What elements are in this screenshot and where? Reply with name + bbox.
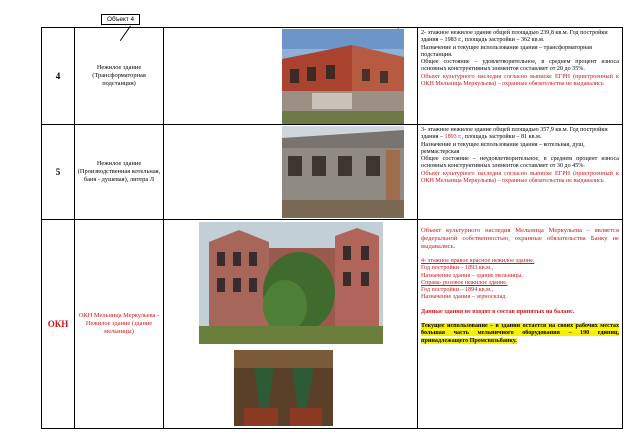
property-table [41, 27, 623, 429]
photo-cell [164, 125, 418, 220]
desc-line: Данные здания не входят в состав принятых на баланс. [421, 308, 575, 315]
desc-line: Назначение здания – зерносклад. [421, 294, 507, 301]
row-number: 5 [42, 125, 75, 220]
object-name: Нежилое здание (Производственная котельная, баня - душевая), литера Л [75, 125, 164, 220]
object-description [418, 28, 623, 125]
photo-boiler-house-1 [282, 126, 404, 218]
desc-line: Объект культурного наследия Мельница Меркульева – является федеральной собственностью, охранные обязательства Банку не выдавались. [421, 227, 619, 250]
table-row [42, 28, 623, 125]
heritage-note: Объект культурного наследия согласно выписке ЕГРН (пристроенный к ОКН Мельница Меркульева) – охранные обязательства не выдавались [421, 73, 619, 88]
desc-line: Год постройки – 1894 кв.м., [421, 287, 494, 294]
photo-mill-exterior [199, 222, 383, 344]
object-name: ОКН Мельница Меркульева - Нежилое здание (здание мельницы) [75, 220, 164, 429]
desc-line: Справа- розовое нежилое здание. [421, 279, 508, 286]
photo-mill-equipment [234, 350, 333, 426]
desc-line: 3- этажное нежилое здание общей площадью 357,9 кв.м. Год постройки здания – 1893 г., площадь застройки – 81 кв.м. [421, 127, 608, 141]
object-description [418, 125, 623, 220]
desc-line: Текущее использование – в здании остается на своих рабочих местах большая часть мельничного оборудования – 190 единиц, принадлежащего Промсвязьбанку. [421, 323, 619, 344]
object-description [418, 220, 623, 429]
object-name: Нежилое здание (Трансформаторная подстанция) [75, 28, 164, 125]
row-number: ОКН [42, 220, 75, 429]
table-row [42, 125, 623, 220]
heritage-note: Объект культурного наследия согласно выписке ЕГРН (пристроенный к ОКН Мельница Меркульева) – охранные обязательства не выдавались [421, 170, 619, 185]
desc-line: Общее состояние – удовлетворительное, в среднем процент износа основных конструктивных элементов составляет от 20 до 35%. [421, 59, 619, 73]
photo-cell [164, 220, 418, 429]
desc-line: 2- этажное нежилое здание общей площадью 239,8 кв.м. Год постройки здания – 1983 г., площадь застройки – 362 кв.м. [421, 30, 608, 44]
desc-line: Назначение и текущее использование здания – трансформаторная подстанция. [421, 44, 592, 58]
photo-cell [164, 28, 418, 125]
photo-label: Объект 4 [101, 14, 140, 25]
table-row [42, 220, 623, 429]
photo-transformer-building-1 [282, 29, 404, 124]
desc-line: Назначение и текущее использование здания – котельная, душ, реммастерская [421, 141, 585, 155]
row-number: 4 [42, 28, 75, 125]
desc-line: Общее состояние – неудовлетворительное, в среднем процент износа основных конструктивных элементов составляет от 30 до 45%. [421, 156, 619, 170]
desc-line: Назначение здания – здание мельницы. [421, 272, 523, 279]
desc-line: 4- этажное правое красное нежилое здание. [421, 258, 535, 264]
desc-line: Год постройки – 1893 кв.м., [421, 265, 494, 272]
